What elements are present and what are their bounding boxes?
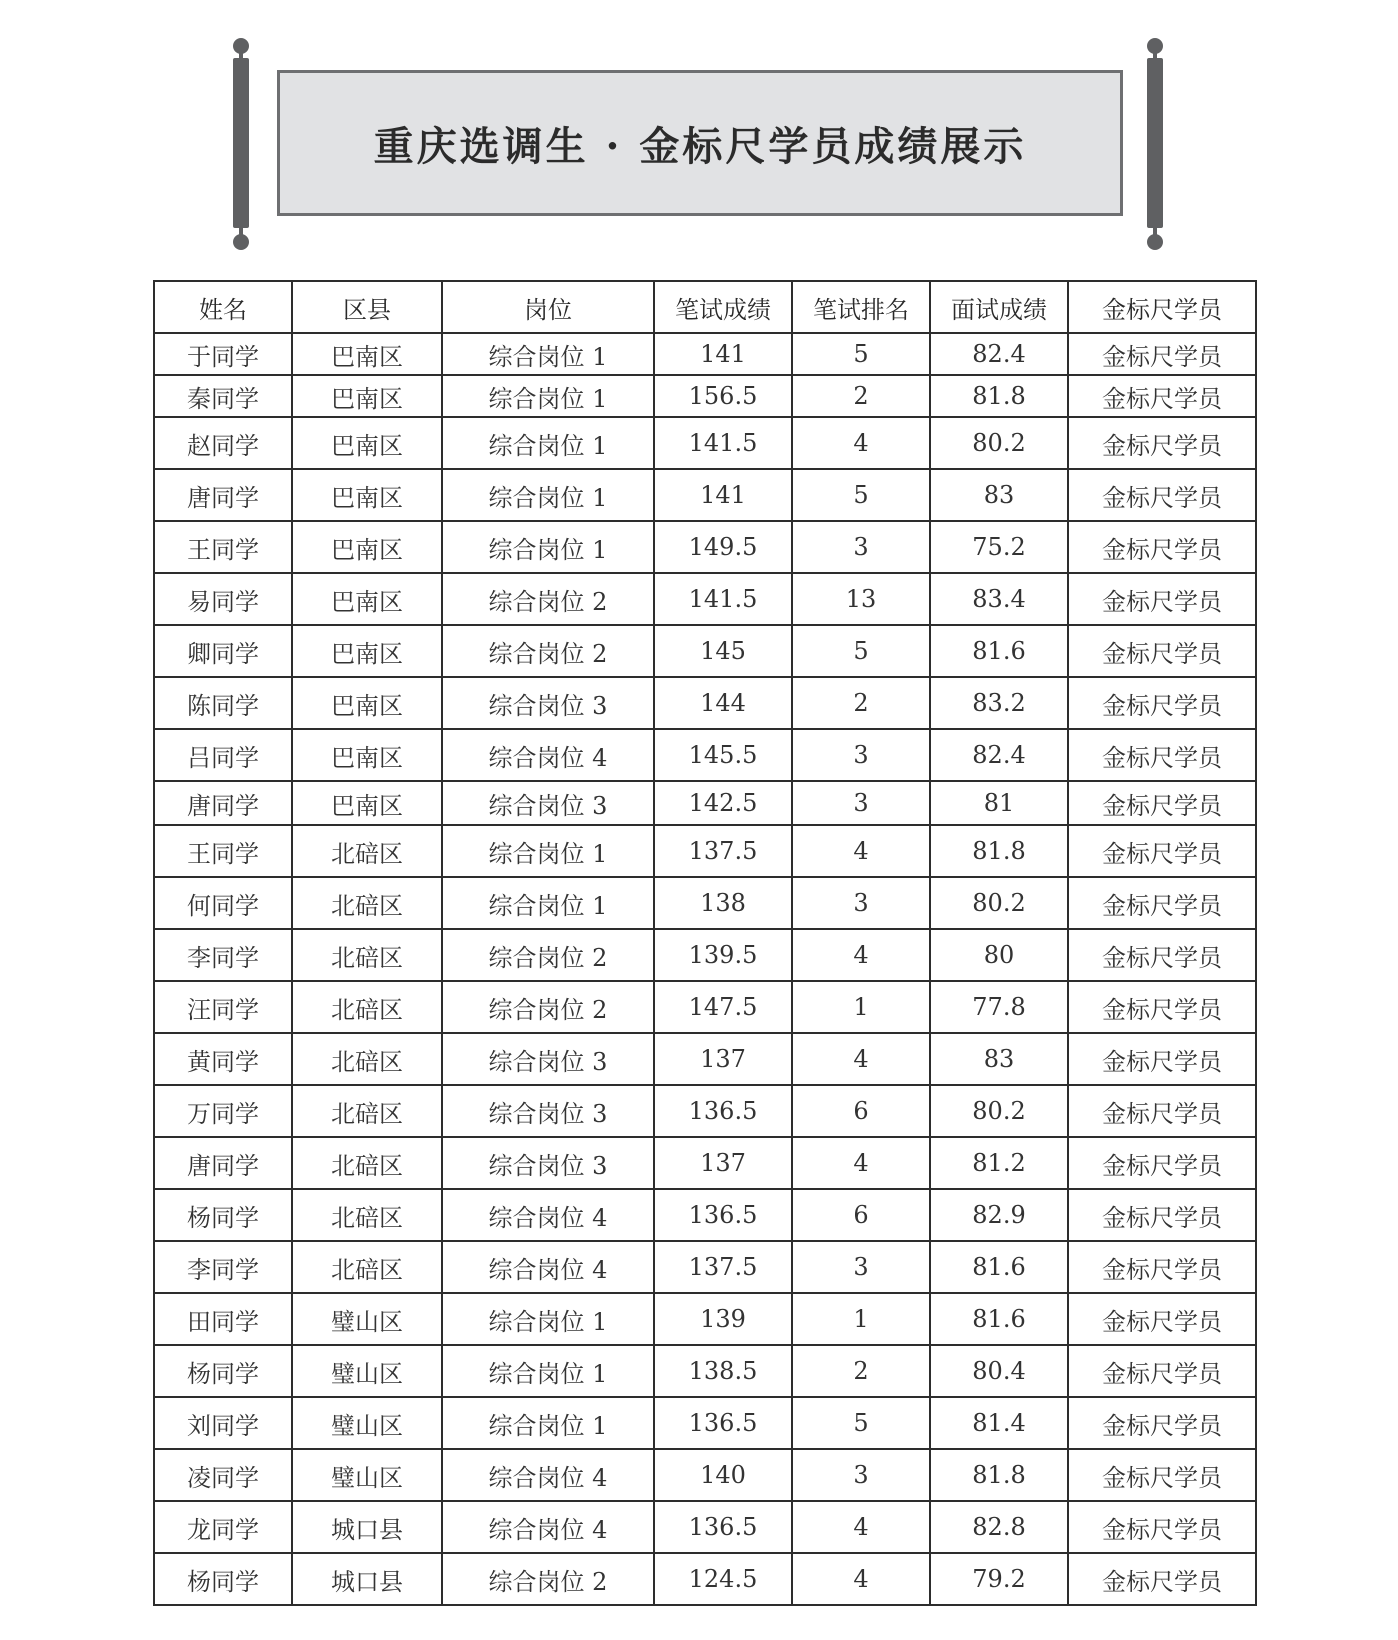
column-header-interview-score: 面试成绩 bbox=[930, 281, 1068, 333]
cell-position: 综合岗位 4 bbox=[442, 1189, 654, 1241]
cell-written-score: 137 bbox=[654, 1137, 792, 1189]
cell-name: 杨同学 bbox=[154, 1189, 292, 1241]
cell-interview-score: 80.2 bbox=[930, 1085, 1068, 1137]
title-banner bbox=[230, 38, 1166, 250]
cell-district: 北碚区 bbox=[292, 1033, 442, 1085]
cell-position: 综合岗位 4 bbox=[442, 1501, 654, 1553]
table-row bbox=[154, 625, 1256, 677]
cell-written-rank: 5 bbox=[792, 469, 930, 521]
cell-member: 金标尺学员 bbox=[1068, 625, 1256, 677]
cell-member: 金标尺学员 bbox=[1068, 417, 1256, 469]
cell-interview-score: 81.6 bbox=[930, 1241, 1068, 1293]
cell-name: 陈同学 bbox=[154, 677, 292, 729]
cell-written-rank: 4 bbox=[792, 1553, 930, 1605]
table-header-row bbox=[154, 281, 1256, 333]
cell-district: 北碚区 bbox=[292, 981, 442, 1033]
cell-member: 金标尺学员 bbox=[1068, 981, 1256, 1033]
cell-member: 金标尺学员 bbox=[1068, 333, 1256, 375]
cell-interview-score: 81.8 bbox=[930, 1449, 1068, 1501]
table-row bbox=[154, 981, 1256, 1033]
cell-position: 综合岗位 4 bbox=[442, 729, 654, 781]
cell-interview-score: 82.8 bbox=[930, 1501, 1068, 1553]
cell-district: 璧山区 bbox=[292, 1293, 442, 1345]
cell-position: 综合岗位 3 bbox=[442, 1033, 654, 1085]
cell-written-rank: 2 bbox=[792, 375, 930, 417]
cell-written-rank: 13 bbox=[792, 573, 930, 625]
scroll-rod-left bbox=[230, 38, 252, 250]
cell-name: 唐同学 bbox=[154, 781, 292, 825]
cell-district: 璧山区 bbox=[292, 1449, 442, 1501]
cell-written-rank: 4 bbox=[792, 1501, 930, 1553]
cell-interview-score: 82.4 bbox=[930, 729, 1068, 781]
cell-name: 王同学 bbox=[154, 825, 292, 877]
cell-district: 巴南区 bbox=[292, 781, 442, 825]
cell-position: 综合岗位 1 bbox=[442, 469, 654, 521]
cell-member: 金标尺学员 bbox=[1068, 729, 1256, 781]
cell-name: 赵同学 bbox=[154, 417, 292, 469]
cell-name: 吕同学 bbox=[154, 729, 292, 781]
cell-position: 综合岗位 4 bbox=[442, 1241, 654, 1293]
cell-district: 城口县 bbox=[292, 1501, 442, 1553]
cell-written-score: 137.5 bbox=[654, 825, 792, 877]
cell-written-score: 141 bbox=[654, 333, 792, 375]
cell-position: 综合岗位 2 bbox=[442, 1553, 654, 1605]
cell-written-rank: 1 bbox=[792, 981, 930, 1033]
column-header-name: 姓名 bbox=[154, 281, 292, 333]
cell-district: 北碚区 bbox=[292, 1085, 442, 1137]
cell-member: 金标尺学员 bbox=[1068, 375, 1256, 417]
cell-member: 金标尺学员 bbox=[1068, 1553, 1256, 1605]
cell-written-score: 142.5 bbox=[654, 781, 792, 825]
cell-interview-score: 82.4 bbox=[930, 333, 1068, 375]
cell-interview-score: 75.2 bbox=[930, 521, 1068, 573]
cell-written-rank: 3 bbox=[792, 781, 930, 825]
cell-name: 凌同学 bbox=[154, 1449, 292, 1501]
cell-position: 综合岗位 1 bbox=[442, 825, 654, 877]
cell-position: 综合岗位 3 bbox=[442, 781, 654, 825]
cell-name: 万同学 bbox=[154, 1085, 292, 1137]
table-row bbox=[154, 333, 1256, 375]
cell-member: 金标尺学员 bbox=[1068, 1501, 1256, 1553]
cell-name: 唐同学 bbox=[154, 1137, 292, 1189]
cell-district: 巴南区 bbox=[292, 625, 442, 677]
cell-name: 刘同学 bbox=[154, 1397, 292, 1449]
cell-district: 巴南区 bbox=[292, 375, 442, 417]
cell-written-score: 138.5 bbox=[654, 1345, 792, 1397]
cell-written-score: 136.5 bbox=[654, 1189, 792, 1241]
cell-written-score: 139.5 bbox=[654, 929, 792, 981]
cell-member: 金标尺学员 bbox=[1068, 521, 1256, 573]
cell-name: 何同学 bbox=[154, 877, 292, 929]
cell-member: 金标尺学员 bbox=[1068, 469, 1256, 521]
cell-interview-score: 80 bbox=[930, 929, 1068, 981]
cell-written-score: 141 bbox=[654, 469, 792, 521]
table-row bbox=[154, 417, 1256, 469]
cell-district: 巴南区 bbox=[292, 333, 442, 375]
table-row bbox=[154, 929, 1256, 981]
cell-written-score: 137.5 bbox=[654, 1241, 792, 1293]
cell-interview-score: 82.9 bbox=[930, 1189, 1068, 1241]
cell-member: 金标尺学员 bbox=[1068, 781, 1256, 825]
cell-written-rank: 1 bbox=[792, 1293, 930, 1345]
cell-name: 田同学 bbox=[154, 1293, 292, 1345]
table-row bbox=[154, 1501, 1256, 1553]
cell-interview-score: 79.2 bbox=[930, 1553, 1068, 1605]
cell-written-rank: 6 bbox=[792, 1085, 930, 1137]
cell-interview-score: 81.6 bbox=[930, 625, 1068, 677]
cell-member: 金标尺学员 bbox=[1068, 1241, 1256, 1293]
cell-interview-score: 81.6 bbox=[930, 1293, 1068, 1345]
cell-position: 综合岗位 2 bbox=[442, 573, 654, 625]
cell-name: 唐同学 bbox=[154, 469, 292, 521]
cell-written-rank: 4 bbox=[792, 1033, 930, 1085]
cell-member: 金标尺学员 bbox=[1068, 1085, 1256, 1137]
cell-name: 杨同学 bbox=[154, 1345, 292, 1397]
cell-position: 综合岗位 2 bbox=[442, 981, 654, 1033]
table-row bbox=[154, 1033, 1256, 1085]
cell-written-score: 137 bbox=[654, 1033, 792, 1085]
cell-written-rank: 3 bbox=[792, 1241, 930, 1293]
cell-name: 易同学 bbox=[154, 573, 292, 625]
cell-written-score: 149.5 bbox=[654, 521, 792, 573]
title-panel bbox=[277, 70, 1123, 216]
cell-position: 综合岗位 1 bbox=[442, 333, 654, 375]
cell-interview-score: 80.4 bbox=[930, 1345, 1068, 1397]
table-body bbox=[154, 333, 1256, 1605]
cell-name: 黄同学 bbox=[154, 1033, 292, 1085]
cell-district: 北碚区 bbox=[292, 1241, 442, 1293]
cell-interview-score: 81.2 bbox=[930, 1137, 1068, 1189]
cell-interview-score: 83.4 bbox=[930, 573, 1068, 625]
cell-member: 金标尺学员 bbox=[1068, 825, 1256, 877]
cell-interview-score: 80.2 bbox=[930, 417, 1068, 469]
cell-member: 金标尺学员 bbox=[1068, 1449, 1256, 1501]
cell-written-rank: 3 bbox=[792, 521, 930, 573]
cell-written-rank: 5 bbox=[792, 333, 930, 375]
cell-district: 巴南区 bbox=[292, 729, 442, 781]
cell-position: 综合岗位 3 bbox=[442, 1085, 654, 1137]
cell-written-rank: 5 bbox=[792, 625, 930, 677]
cell-member: 金标尺学员 bbox=[1068, 1345, 1256, 1397]
table-row bbox=[154, 1137, 1256, 1189]
cell-member: 金标尺学员 bbox=[1068, 1189, 1256, 1241]
cell-member: 金标尺学员 bbox=[1068, 677, 1256, 729]
cell-written-rank: 2 bbox=[792, 677, 930, 729]
cell-written-score: 145 bbox=[654, 625, 792, 677]
column-header-member: 金标尺学员 bbox=[1068, 281, 1256, 333]
cell-name: 秦同学 bbox=[154, 375, 292, 417]
cell-written-score: 144 bbox=[654, 677, 792, 729]
cell-member: 金标尺学员 bbox=[1068, 573, 1256, 625]
column-header-written-score: 笔试成绩 bbox=[654, 281, 792, 333]
cell-interview-score: 83.2 bbox=[930, 677, 1068, 729]
cell-district: 璧山区 bbox=[292, 1345, 442, 1397]
cell-member: 金标尺学员 bbox=[1068, 1033, 1256, 1085]
cell-position: 综合岗位 3 bbox=[442, 1137, 654, 1189]
cell-name: 汪同学 bbox=[154, 981, 292, 1033]
cell-district: 北碚区 bbox=[292, 929, 442, 981]
cell-written-rank: 5 bbox=[792, 1397, 930, 1449]
cell-interview-score: 81.8 bbox=[930, 825, 1068, 877]
cell-member: 金标尺学员 bbox=[1068, 1137, 1256, 1189]
table-row bbox=[154, 825, 1256, 877]
cell-district: 城口县 bbox=[292, 1553, 442, 1605]
cell-district: 北碚区 bbox=[292, 1189, 442, 1241]
cell-written-score: 140 bbox=[654, 1449, 792, 1501]
cell-position: 综合岗位 1 bbox=[442, 877, 654, 929]
cell-written-score: 156.5 bbox=[654, 375, 792, 417]
cell-interview-score: 77.8 bbox=[930, 981, 1068, 1033]
cell-written-rank: 3 bbox=[792, 1449, 930, 1501]
table-row bbox=[154, 521, 1256, 573]
table-row bbox=[154, 375, 1256, 417]
cell-member: 金标尺学员 bbox=[1068, 1397, 1256, 1449]
cell-position: 综合岗位 1 bbox=[442, 1293, 654, 1345]
cell-name: 于同学 bbox=[154, 333, 292, 375]
table-row bbox=[154, 469, 1256, 521]
cell-written-score: 136.5 bbox=[654, 1501, 792, 1553]
scroll-rod-right bbox=[1144, 38, 1166, 250]
cell-written-score: 136.5 bbox=[654, 1397, 792, 1449]
cell-interview-score: 83 bbox=[930, 1033, 1068, 1085]
cell-position: 综合岗位 2 bbox=[442, 625, 654, 677]
table-row bbox=[154, 1553, 1256, 1605]
cell-position: 综合岗位 1 bbox=[442, 375, 654, 417]
cell-written-score: 124.5 bbox=[654, 1553, 792, 1605]
cell-written-score: 141.5 bbox=[654, 573, 792, 625]
cell-written-score: 141.5 bbox=[654, 417, 792, 469]
cell-position: 综合岗位 1 bbox=[442, 1345, 654, 1397]
cell-position: 综合岗位 1 bbox=[442, 417, 654, 469]
cell-written-score: 139 bbox=[654, 1293, 792, 1345]
table-row bbox=[154, 1397, 1256, 1449]
cell-name: 王同学 bbox=[154, 521, 292, 573]
cell-district: 北碚区 bbox=[292, 825, 442, 877]
cell-position: 综合岗位 4 bbox=[442, 1449, 654, 1501]
table-row bbox=[154, 1189, 1256, 1241]
cell-interview-score: 80.2 bbox=[930, 877, 1068, 929]
cell-written-rank: 4 bbox=[792, 825, 930, 877]
column-header-written-rank: 笔试排名 bbox=[792, 281, 930, 333]
cell-written-rank: 6 bbox=[792, 1189, 930, 1241]
cell-written-rank: 3 bbox=[792, 877, 930, 929]
table-row bbox=[154, 573, 1256, 625]
table-row bbox=[154, 729, 1256, 781]
column-header-district: 区县 bbox=[292, 281, 442, 333]
table-row bbox=[154, 877, 1256, 929]
table-row bbox=[154, 1085, 1256, 1137]
cell-district: 北碚区 bbox=[292, 877, 442, 929]
cell-written-score: 136.5 bbox=[654, 1085, 792, 1137]
table-row bbox=[154, 1345, 1256, 1397]
cell-member: 金标尺学员 bbox=[1068, 877, 1256, 929]
cell-name: 李同学 bbox=[154, 929, 292, 981]
cell-written-score: 138 bbox=[654, 877, 792, 929]
cell-name: 杨同学 bbox=[154, 1553, 292, 1605]
cell-position: 综合岗位 1 bbox=[442, 1397, 654, 1449]
cell-district: 北碚区 bbox=[292, 1137, 442, 1189]
cell-district: 巴南区 bbox=[292, 469, 442, 521]
cell-district: 巴南区 bbox=[292, 677, 442, 729]
cell-written-rank: 4 bbox=[792, 1137, 930, 1189]
cell-member: 金标尺学员 bbox=[1068, 1293, 1256, 1345]
cell-name: 龙同学 bbox=[154, 1501, 292, 1553]
column-header-position: 岗位 bbox=[442, 281, 654, 333]
cell-interview-score: 83 bbox=[930, 469, 1068, 521]
cell-district: 巴南区 bbox=[292, 417, 442, 469]
cell-written-rank: 4 bbox=[792, 929, 930, 981]
cell-name: 卿同学 bbox=[154, 625, 292, 677]
table-row bbox=[154, 1293, 1256, 1345]
table-row bbox=[154, 1241, 1256, 1293]
cell-written-rank: 3 bbox=[792, 729, 930, 781]
table-row bbox=[154, 781, 1256, 825]
cell-interview-score: 81.8 bbox=[930, 375, 1068, 417]
cell-written-rank: 2 bbox=[792, 1345, 930, 1397]
table-row bbox=[154, 677, 1256, 729]
cell-position: 综合岗位 1 bbox=[442, 521, 654, 573]
cell-written-score: 147.5 bbox=[654, 981, 792, 1033]
cell-name: 李同学 bbox=[154, 1241, 292, 1293]
cell-district: 巴南区 bbox=[292, 573, 442, 625]
cell-district: 巴南区 bbox=[292, 521, 442, 573]
cell-interview-score: 81 bbox=[930, 781, 1068, 825]
cell-interview-score: 81.4 bbox=[930, 1397, 1068, 1449]
cell-district: 璧山区 bbox=[292, 1397, 442, 1449]
page-title: 重庆选调生 · 金标尺学员成绩展示 bbox=[373, 122, 1027, 170]
cell-position: 综合岗位 2 bbox=[442, 929, 654, 981]
cell-position: 综合岗位 3 bbox=[442, 677, 654, 729]
table-row bbox=[154, 1449, 1256, 1501]
cell-member: 金标尺学员 bbox=[1068, 929, 1256, 981]
cell-written-score: 145.5 bbox=[654, 729, 792, 781]
cell-written-rank: 4 bbox=[792, 417, 930, 469]
score-table bbox=[153, 280, 1257, 1606]
